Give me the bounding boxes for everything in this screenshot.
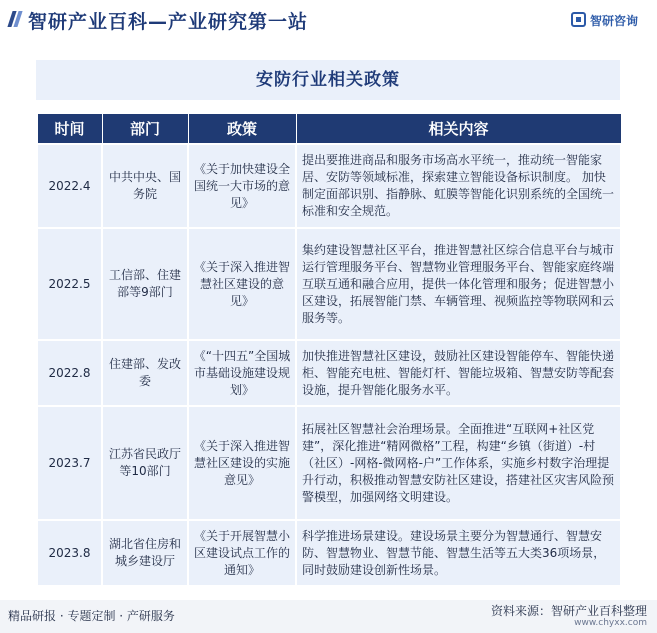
cell-time: 2023.8: [37, 520, 102, 586]
column-header-content: 相关内容: [296, 114, 621, 145]
cell-content: 加快推进智慧社区建设，鼓励社区建设智能停车、智能快递柜、智能充电桩、智能灯杆、智能垃圾箱、智慧安防等配套设施，提升智能化服务水平。: [296, 340, 621, 406]
page-title: 智研产业百科—产业研究第一站: [28, 11, 309, 33]
cell-dept: 住建部、发改委: [102, 340, 188, 406]
table-row: [37, 406, 621, 520]
brand-logo: [571, 12, 651, 30]
policy-table: [36, 113, 622, 587]
cell-time: 2022.4: [37, 144, 102, 228]
cell-time: 2022.8: [37, 340, 102, 406]
footer-services: 精品研报 · 专题定制 · 产研服务: [8, 609, 175, 623]
footer-url: www.chyxx.com: [574, 618, 647, 628]
cell-content: 科学推进场景建设。建设场景主要分为智慧通行、智慧安防、智慧物业、智慧节能、智慧生活等五大类36项场景，同时鼓励建设创新性场景。: [296, 520, 621, 586]
cell-content: 集约建设智慧社区平台，推进智慧社区综合信息平台与城市运行管理服务平台、智慧物业管理服务平台、智能家庭终端互联互通和融合应用，提供一体化管理和服务；促进智慧小区建设，拓展智能门禁、车辆管理、视频监控等物联网和云服务等。: [296, 228, 621, 340]
cell-dept: 中共中央、国务院: [102, 144, 188, 228]
table-row: [37, 144, 621, 228]
title-slash-icon: [10, 11, 20, 27]
table-row: [37, 520, 621, 586]
table-title: 安防行业相关政策: [36, 60, 620, 100]
cell-dept: 江苏省民政厅等10部门: [102, 406, 188, 520]
column-header-time: 时间: [37, 114, 102, 145]
cell-policy: 《关于加快建设全国统一大市场的意见》: [188, 144, 296, 228]
page-footer: [0, 600, 657, 633]
cell-dept: 工信部、住建部等9部门: [102, 228, 188, 340]
page-header: [0, 0, 657, 40]
logo-text: 智研咨询: [590, 14, 639, 28]
cell-time: 2023.7: [37, 406, 102, 520]
cell-time: 2022.5: [37, 228, 102, 340]
cell-policy: 《关于深入推进智慧社区建设的实施意见》: [188, 406, 296, 520]
table-row: [37, 228, 621, 340]
logo-square-icon: [571, 12, 586, 27]
cell-dept: 湖北省住房和城乡建设厅: [102, 520, 188, 586]
footer-source: 资料来源：智研产业百科整理: [490, 604, 647, 618]
column-header-policy: 政策: [188, 114, 296, 145]
cell-content: 拓展社区智慧社会治理场景。全面推进“互联网+社区党建”，深化推进“精网微格”工程，构建“乡镇（街道）-村（社区）-网格-微网格-户”工作体系，实施乡村数字治理提升行动，积极推动智慧安防社区建设，搭建社区灾害风险预警模型，加强网络文明建设。: [296, 406, 621, 520]
cell-content: 提出要推进商品和服务市场高水平统一，推动统一智能家居、安防等领域标准，探索建立智能设备标识制度。 加快制定面部识别、指静脉、虹膜等智能化识别系统的全国统一标准和安全规范。: [296, 144, 621, 228]
cell-policy: 《关于深入推进智慧社区建设的意见》: [188, 228, 296, 340]
cell-policy: 《“十四五”全国城市基础设施建设规划》: [188, 340, 296, 406]
table-row: [37, 340, 621, 406]
column-header-dept: 部门: [102, 114, 188, 145]
cell-policy: 《关于开展智慧小区建设试点工作的通知》: [188, 520, 296, 586]
table-header-row: [37, 114, 621, 145]
